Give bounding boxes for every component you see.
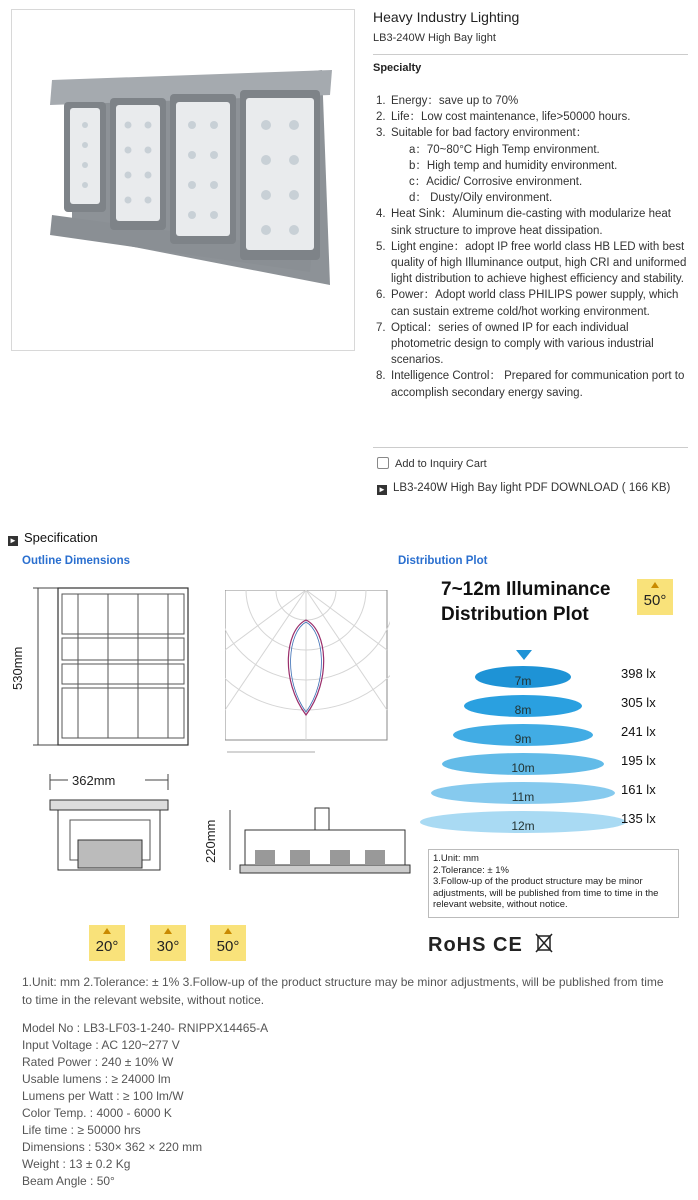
product-subtitle: LB3-240W High Bay light — [373, 32, 496, 44]
notes-box: 1.Unit: mm 2.Tolerance: ± 1% 3.Follow-up of the product structure may be minor adjustments, will be published from time to time in the relevant website, without notice. — [428, 849, 679, 918]
side-view-drawing — [40, 770, 180, 880]
mounting-height-label: 7m — [514, 674, 532, 688]
distribution-ellipse — [431, 782, 615, 804]
detail-row: Dimensions : 530× 362 × 220 mm — [22, 1140, 203, 1154]
cart-label: Add to Inquiry Cart — [395, 458, 487, 470]
height-dimension-label: 530mm — [10, 646, 25, 690]
mounting-height-label: 8m — [514, 703, 532, 717]
light-source-icon — [516, 650, 532, 660]
detail-row: Lumens per Watt : ≥ 100 lm/W — [22, 1089, 184, 1103]
distribution-title: 7~12m Illuminance Distribution Plot — [441, 579, 611, 625]
beam-angle-badge: 50° — [637, 579, 673, 615]
front-view-drawing — [18, 580, 198, 755]
beam-badge-50: 50° — [210, 925, 246, 961]
checkbox-icon[interactable] — [377, 457, 389, 469]
detail-row: Life time : ≥ 50000 hrs — [22, 1123, 141, 1137]
list-item: 3. Suitable for bad factory environment： a：70~80°C High Temp environment. b：High temp and humidity environment. c：Acidic/ Corrosive environment. d： Dusty/Oily environment. — [376, 125, 688, 206]
light-icon — [224, 928, 232, 934]
light-icon — [651, 582, 659, 588]
lux-value: 241 lx — [621, 724, 656, 739]
sub-item: c：Acidic/ Corrosive environment. — [409, 176, 583, 189]
detail-row: Usable lumens : ≥ 24000 lm — [22, 1072, 171, 1086]
pdf-label: LB3-240W High Bay light PDF DOWNLOAD ( 166 KB) — [393, 482, 671, 494]
distribution-ellipse — [420, 811, 626, 833]
high-bay-light-illustration — [12, 10, 354, 350]
weee-bin-icon — [535, 932, 553, 954]
arrow-right-icon: ► — [9, 536, 17, 545]
light-icon — [103, 928, 111, 934]
sub-item: a：70~80°C High Temp environment. — [409, 143, 600, 156]
lux-value: 305 lx — [621, 695, 656, 710]
divider — [373, 54, 688, 55]
specialty-heading: Specialty — [373, 62, 422, 74]
depth-dimension-label: 220mm — [203, 819, 218, 863]
detail-row: Model No : LB3-LF03-1-240- RNIPPX14465-A — [22, 1021, 269, 1035]
specification-heading: ► Specification — [9, 530, 98, 545]
lux-value: 135 lx — [621, 811, 656, 826]
distribution-ellipse — [453, 724, 593, 746]
list-item: 6. Power：Adopt world class PHILIPS power supply, which can sustain extreme cold/hot working environment. — [376, 289, 679, 318]
specialty-list — [376, 93, 688, 401]
beam-badge-20: 20° — [89, 925, 125, 961]
detail-row: Rated Power : 240 ± 10% W — [22, 1055, 174, 1069]
mounting-height-label: 12m — [511, 819, 535, 833]
outline-dimensions-heading: Outline Dimensions — [22, 555, 130, 567]
beam-badge-30: 30° — [150, 925, 186, 961]
arrow-right-icon: ► — [378, 485, 386, 494]
list-item: 5. Light engine：adopt IP free world class HB LED with best quality of high Illuminance output, high CRI and uniformed light distribution to achieve highest efficiency and stability. — [376, 240, 687, 286]
list-item: 7. Optical：series of owned IP for each individual photometric design to comply with various industrial scenarios. — [376, 321, 654, 367]
list-item: 2. Life：Low cost maintenance, life>50000 hours. — [376, 111, 631, 124]
divider — [373, 447, 688, 448]
distribution-ellipse — [442, 753, 604, 775]
polar-distribution-plot — [225, 590, 390, 760]
detail-row: Beam Angle : 50° — [22, 1174, 115, 1188]
distribution-ellipse — [475, 666, 571, 688]
product-image — [11, 9, 355, 351]
list-item: 1. Energy：save up to 70% — [376, 95, 519, 107]
width-dimension-label: 362mm — [72, 773, 116, 788]
mounting-height-label: 9m — [514, 732, 532, 746]
detail-row: Weight : 13 ± 0.2 Kg — [22, 1157, 131, 1171]
add-to-inquiry-cart[interactable] — [377, 457, 487, 470]
detail-row: Color Temp. : 4000 - 6000 K — [22, 1106, 172, 1120]
lux-value: 161 lx — [621, 782, 656, 797]
product-title: Heavy Industry Lighting — [373, 9, 520, 25]
top-view-drawing — [225, 805, 415, 885]
lux-value: 195 lx — [621, 753, 656, 768]
sub-item: b：High temp and humidity environment. — [409, 159, 618, 172]
light-icon — [164, 928, 172, 934]
lux-value: 398 lx — [621, 666, 656, 681]
spec-details — [22, 1020, 268, 1190]
mounting-height-label: 11m — [511, 790, 535, 804]
certification-marks: RoHS CE — [428, 932, 553, 957]
distribution-plot-heading: Distribution Plot — [398, 555, 488, 567]
pdf-download-link[interactable] — [377, 480, 682, 496]
detail-row: Input Voltage : AC 120~277 V — [22, 1038, 180, 1052]
notes-text: 1.Unit: mm 2.Tolerance: ± 1% 3.Follow-up of the product structure may be minor adjustments, will be published from time to time in the relevant website, without notice. — [22, 975, 664, 1007]
list-item: 4. Heat Sink：Aluminum die-casting with modularize heat sink structure to improve heat dissipation. — [376, 208, 671, 237]
sub-item: d： Dusty/Oily environment. — [409, 192, 553, 205]
distribution-ellipse — [464, 695, 582, 717]
mounting-height-label: 10m — [511, 761, 535, 775]
list-item: 8. Intelligence Control： Prepared for communication port to accomplish secondary energy saving. — [376, 370, 685, 399]
